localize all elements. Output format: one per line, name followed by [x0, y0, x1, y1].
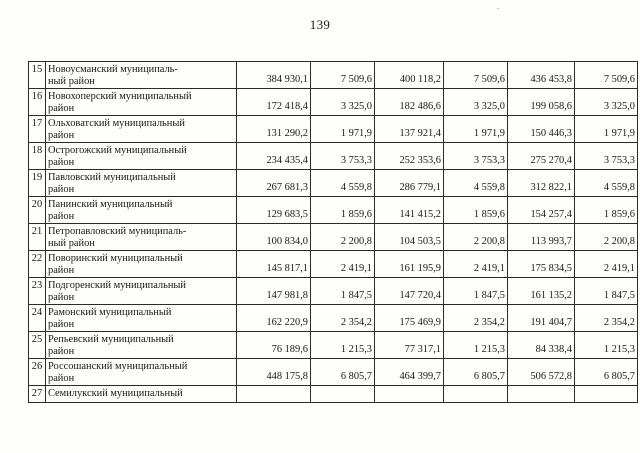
value-cell-1: 131 290,2	[237, 116, 311, 143]
value-cell-3: 137 921,4	[375, 116, 444, 143]
district-name-line: Ольховатский муниципальный	[48, 118, 185, 129]
row-number: 19	[29, 170, 46, 197]
district-name-line: район	[48, 102, 75, 114]
value-cell-1: 384 930,1	[237, 62, 311, 89]
row-number: 23	[29, 278, 46, 305]
value-cell-1: 162 220,9	[237, 305, 311, 332]
value-cell-6: 6 805,7	[575, 359, 638, 386]
district-name	[46, 89, 237, 116]
page-number: 139	[309, 17, 331, 32]
row-number: 24	[29, 305, 46, 332]
value-cell-6: 1 859,6	[575, 197, 638, 224]
district-name-line: Поворинский муниципальный	[48, 253, 183, 264]
row-number: 21	[29, 224, 46, 251]
value-cell-3: 77 317,1	[375, 332, 444, 359]
value-cell-6	[575, 386, 638, 403]
value-cell-6: 3 325,0	[575, 89, 638, 116]
table-row	[29, 89, 638, 116]
value-cell-4: 1 859,6	[444, 197, 508, 224]
value-cell-2: 2 354,2	[311, 305, 375, 332]
row-number: 17	[29, 116, 46, 143]
value-cell-2: 1 847,5	[311, 278, 375, 305]
district-name-line: Россошанский муниципальный	[48, 361, 188, 372]
table-row	[29, 170, 638, 197]
value-cell-6: 4 559,8	[575, 170, 638, 197]
table-row	[29, 197, 638, 224]
value-cell-3: 400 118,2	[375, 62, 444, 89]
value-cell-6: 2 354,2	[575, 305, 638, 332]
district-name-line: район	[48, 372, 75, 384]
value-cell-5: 154 257,4	[508, 197, 575, 224]
table-row	[29, 332, 638, 359]
district-name-line: Панинский муниципальный	[48, 199, 173, 210]
value-cell-5	[508, 386, 575, 403]
district-name-line: район	[48, 318, 75, 330]
table-row	[29, 143, 638, 170]
row-number: 18	[29, 143, 46, 170]
value-cell-2: 2 200,8	[311, 224, 375, 251]
district-name-line: район	[48, 129, 75, 141]
district-name-line: Павловский муниципальный	[48, 172, 176, 183]
value-cell-3: 161 195,9	[375, 251, 444, 278]
table-row	[29, 305, 638, 332]
value-cell-4: 6 805,7	[444, 359, 508, 386]
district-name	[46, 224, 237, 251]
district-name-line: Новоусманский муниципаль-	[48, 64, 178, 75]
row-number: 25	[29, 332, 46, 359]
district-name-line: Семилукский муниципальный	[48, 388, 183, 399]
value-cell-1: 448 175,8	[237, 359, 311, 386]
value-cell-4: 4 559,8	[444, 170, 508, 197]
table-row	[29, 224, 638, 251]
value-cell-1: 234 435,4	[237, 143, 311, 170]
scan-mark: .	[497, 2, 499, 11]
value-cell-2	[311, 386, 375, 403]
value-cell-5: 275 270,4	[508, 143, 575, 170]
value-cell-3: 104 503,5	[375, 224, 444, 251]
value-cell-5: 150 446,3	[508, 116, 575, 143]
district-name	[46, 116, 237, 143]
value-cell-3: 464 399,7	[375, 359, 444, 386]
value-cell-1: 267 681,3	[237, 170, 311, 197]
row-number: 20	[29, 197, 46, 224]
value-cell-1: 76 189,6	[237, 332, 311, 359]
value-cell-4: 1 847,5	[444, 278, 508, 305]
value-cell-2: 3 753,3	[311, 143, 375, 170]
value-cell-6: 3 753,3	[575, 143, 638, 170]
district-name	[46, 386, 237, 403]
value-cell-6: 7 509,6	[575, 62, 638, 89]
district-name	[46, 278, 237, 305]
value-cell-2: 4 559,8	[311, 170, 375, 197]
value-cell-4: 1 971,9	[444, 116, 508, 143]
value-cell-2: 1 859,6	[311, 197, 375, 224]
row-number: 26	[29, 359, 46, 386]
value-cell-5: 199 058,6	[508, 89, 575, 116]
table-row	[29, 62, 638, 89]
district-name-line: район	[48, 291, 75, 303]
district-name	[46, 170, 237, 197]
district-name-line: район	[48, 156, 75, 168]
district-name-line: Новохоперский муниципальный	[48, 91, 192, 102]
value-cell-4: 7 509,6	[444, 62, 508, 89]
value-cell-4: 3 753,3	[444, 143, 508, 170]
value-cell-5: 191 404,7	[508, 305, 575, 332]
row-number: 15	[29, 62, 46, 89]
district-name	[46, 143, 237, 170]
district-name	[46, 305, 237, 332]
value-cell-3: 182 486,6	[375, 89, 444, 116]
value-cell-5: 506 572,8	[508, 359, 575, 386]
table-row	[29, 116, 638, 143]
value-cell-1: 129 683,5	[237, 197, 311, 224]
row-number: 22	[29, 251, 46, 278]
table-row	[29, 359, 638, 386]
value-cell-2: 1 215,3	[311, 332, 375, 359]
value-cell-1: 145 817,1	[237, 251, 311, 278]
value-cell-1: 100 834,0	[237, 224, 311, 251]
value-cell-1: 147 981,8	[237, 278, 311, 305]
district-name	[46, 332, 237, 359]
value-cell-3: 147 720,4	[375, 278, 444, 305]
value-cell-2: 2 419,1	[311, 251, 375, 278]
value-cell-3	[375, 386, 444, 403]
value-cell-4	[444, 386, 508, 403]
value-cell-5: 312 822,1	[508, 170, 575, 197]
district-name-line: Острогожский муниципальный	[48, 145, 187, 156]
value-cell-2: 1 971,9	[311, 116, 375, 143]
value-cell-5: 113 993,7	[508, 224, 575, 251]
district-name-line: ный район	[48, 237, 95, 249]
value-cell-3: 252 353,6	[375, 143, 444, 170]
value-cell-1: 172 418,4	[237, 89, 311, 116]
value-cell-2: 3 325,0	[311, 89, 375, 116]
row-number: 16	[29, 89, 46, 116]
value-cell-4: 2 419,1	[444, 251, 508, 278]
table-row	[29, 386, 638, 403]
table-body	[29, 62, 638, 403]
district-name-line: район	[48, 210, 75, 222]
district-name	[46, 62, 237, 89]
district-name-line: Петропавловский муниципаль-	[48, 226, 187, 237]
district-name-line: Репьевский муниципальный	[48, 334, 174, 345]
value-cell-4: 1 215,3	[444, 332, 508, 359]
value-cell-6: 1 847,5	[575, 278, 638, 305]
value-cell-6: 2 419,1	[575, 251, 638, 278]
table-row	[29, 278, 638, 305]
value-cell-3: 286 779,1	[375, 170, 444, 197]
value-cell-4: 2 200,8	[444, 224, 508, 251]
district-name-line: Рамонский муниципальный	[48, 307, 172, 318]
value-cell-4: 2 354,2	[444, 305, 508, 332]
value-cell-6: 1 971,9	[575, 116, 638, 143]
district-name-line: Подгоренский муниципальный	[48, 280, 186, 291]
value-cell-5: 436 453,8	[508, 62, 575, 89]
district-name-line: район	[48, 183, 75, 195]
budget-table	[28, 61, 638, 403]
value-cell-2: 7 509,6	[311, 62, 375, 89]
value-cell-6: 2 200,8	[575, 224, 638, 251]
district-name	[46, 251, 237, 278]
district-name-line: район	[48, 345, 75, 357]
value-cell-2: 6 805,7	[311, 359, 375, 386]
value-cell-3: 141 415,2	[375, 197, 444, 224]
district-name-line: район	[48, 264, 75, 276]
value-cell-5: 84 338,4	[508, 332, 575, 359]
district-name-line: ный район	[48, 75, 95, 87]
district-name	[46, 197, 237, 224]
value-cell-5: 161 135,2	[508, 278, 575, 305]
value-cell-5: 175 834,5	[508, 251, 575, 278]
district-name	[46, 359, 237, 386]
value-cell-4: 3 325,0	[444, 89, 508, 116]
value-cell-6: 1 215,3	[575, 332, 638, 359]
table-row	[29, 251, 638, 278]
value-cell-3: 175 469,9	[375, 305, 444, 332]
row-number: 27	[29, 386, 46, 403]
value-cell-1	[237, 386, 311, 403]
